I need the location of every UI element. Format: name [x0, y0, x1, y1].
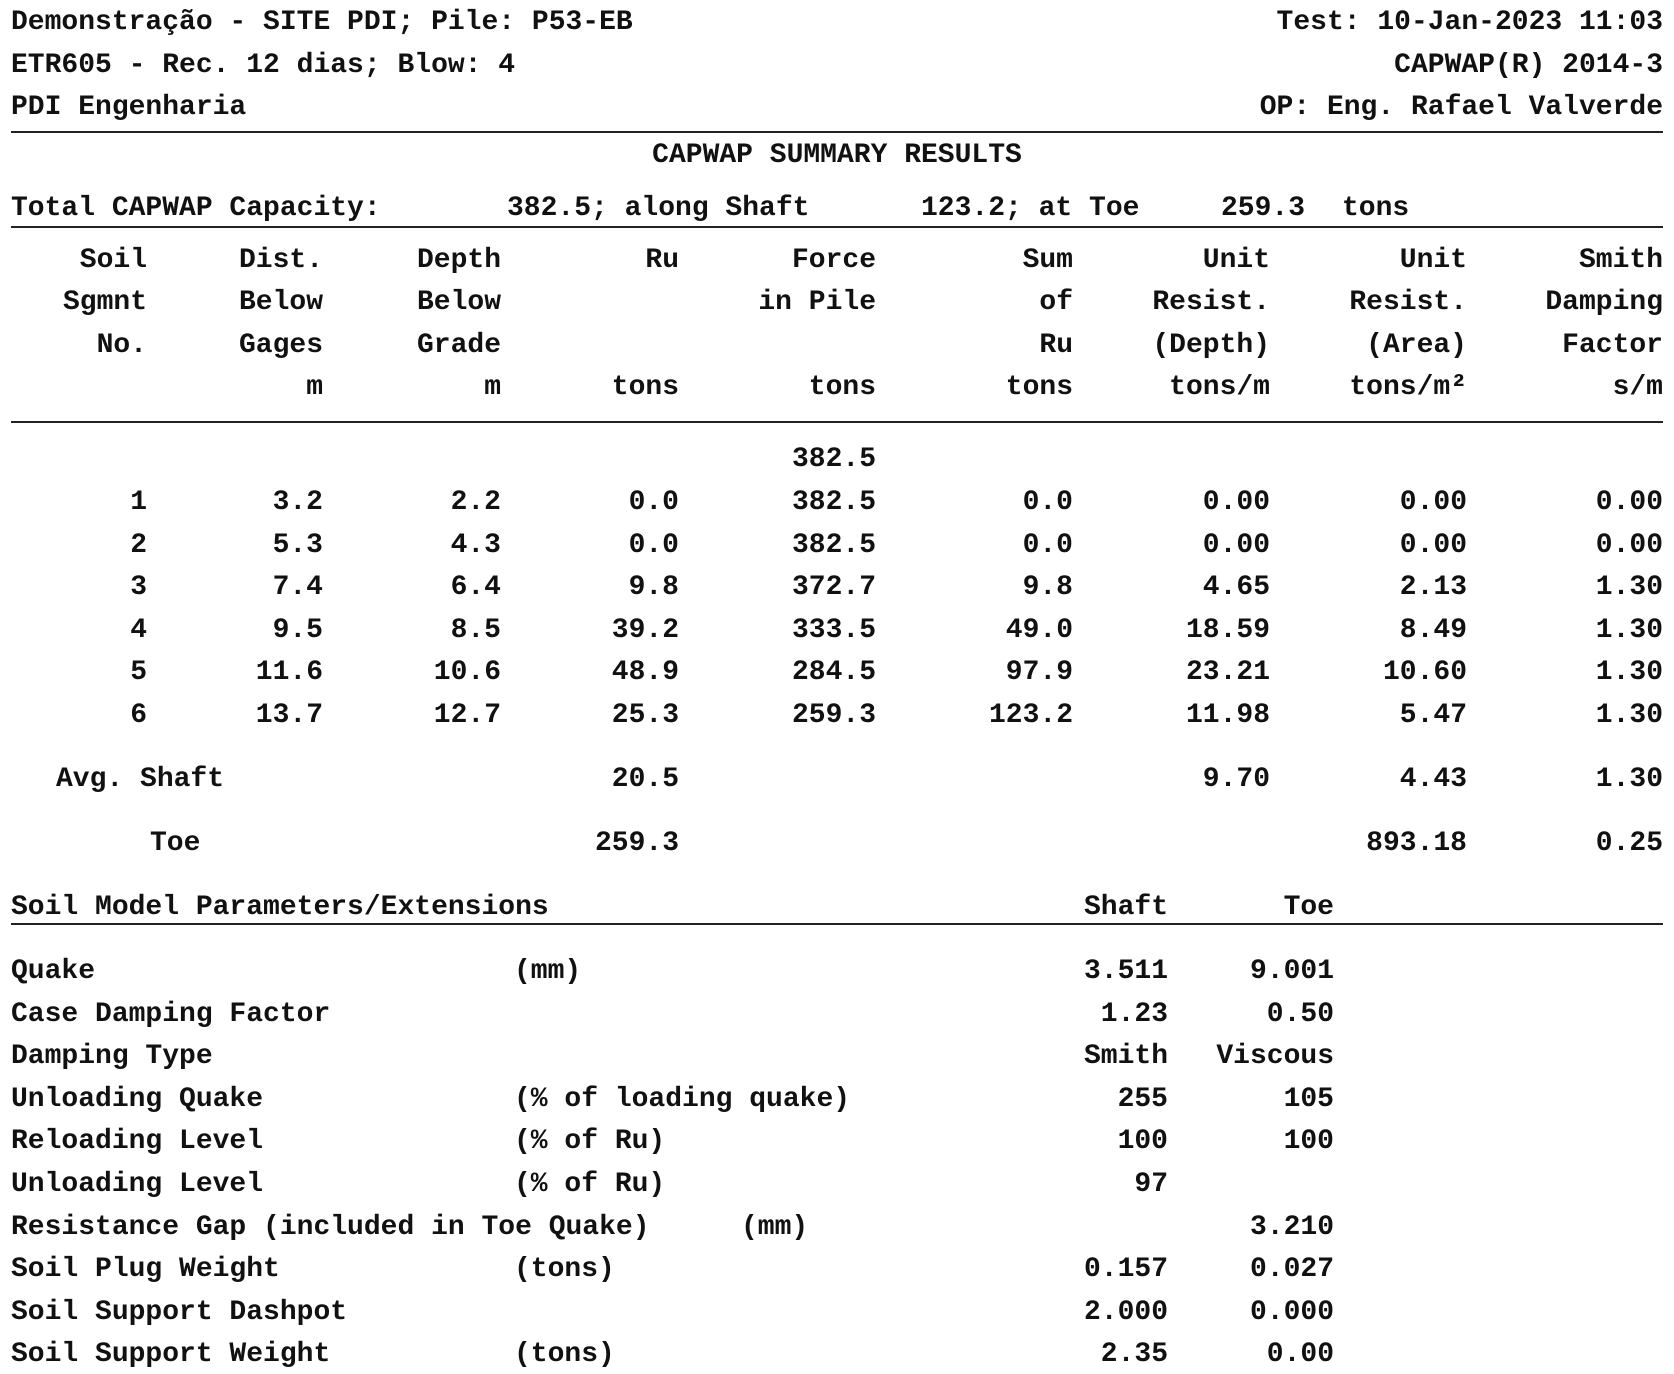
column-header-depth-below-grade: Grade	[416, 330, 501, 361]
cell-smith-damping-factor: 0.00	[1595, 530, 1663, 561]
header-right-line: Test: 10-Jan-2023 11:03	[1276, 7, 1663, 38]
cell-unit-resist-area: 5.47	[1399, 700, 1467, 731]
header-divider	[11, 131, 1663, 133]
soil-param-toe-value: 105	[1283, 1084, 1334, 1115]
column-header-segment-no: No.	[96, 330, 147, 361]
cell-force-in-pile: 284.5	[791, 657, 876, 688]
table-header-divider	[11, 421, 1663, 423]
soil-param-unit: (tons)	[514, 1254, 615, 1285]
soil-param-label: Reloading Level	[11, 1126, 264, 1157]
column-header-smith-damping-factor: Factor	[1562, 330, 1663, 361]
cell-force-in-pile: 333.5	[791, 615, 876, 646]
soil-param-toe-value: 0.50	[1266, 999, 1334, 1030]
cell-ru: 25.3	[611, 700, 679, 731]
cell-ru: 0.0	[628, 530, 679, 561]
cell-dist-below-gages: 7.4	[272, 572, 323, 603]
soil-param-shaft-value: 1.23	[1100, 999, 1168, 1030]
soil-param-shaft-value: 100	[1117, 1126, 1168, 1157]
column-header-unit-resist-area: Resist.	[1349, 287, 1467, 318]
column-header-smith-damping-factor: Smith	[1578, 245, 1663, 276]
soil-param-unit: (mm)	[741, 1212, 809, 1243]
column-header-sum-of-ru: Ru	[1039, 330, 1073, 361]
toe-label: ; at Toe	[1005, 193, 1140, 224]
toe-capacity-value: 259.3	[1220, 193, 1305, 224]
toe-row-label: Toe	[150, 828, 201, 859]
capacity-divider	[11, 226, 1663, 228]
avg-shaft-ru: 20.5	[611, 764, 679, 795]
cell-force-in-pile: 382.5	[791, 530, 876, 561]
column-header-dist-below-gages: Dist.	[238, 245, 323, 276]
capacity-unit: tons	[1342, 193, 1410, 224]
soil-param-toe-value: 9.001	[1249, 956, 1334, 987]
cell-segment-no: 3	[130, 572, 147, 603]
cell-unit-resist-depth: 4.65	[1202, 572, 1270, 603]
cell-ru: 48.9	[611, 657, 679, 688]
cell-unit-resist-depth: 18.59	[1185, 615, 1270, 646]
soil-param-label: Case Damping Factor	[11, 999, 331, 1030]
cell-unit-resist-depth: 23.21	[1185, 657, 1270, 688]
soil-param-shaft-value: Smith	[1083, 1041, 1168, 1072]
cell-depth-below-grade: 10.6	[433, 657, 501, 688]
soil-param-label: Soil Support Weight	[11, 1339, 331, 1370]
cell-sum-of-ru: 0.0	[1022, 487, 1073, 518]
soil-param-label: Quake	[11, 956, 96, 987]
soil-param-unit: (tons)	[514, 1339, 615, 1370]
cell-smith-damping-factor: 1.30	[1595, 657, 1663, 688]
cell-dist-below-gages: 3.2	[272, 487, 323, 518]
column-header-sum-of-ru: Sum	[1022, 245, 1073, 276]
cell-depth-below-grade: 4.3	[450, 530, 501, 561]
shaft-capacity-value: 123.2	[920, 193, 1005, 224]
soil-param-shaft-value: 0.157	[1083, 1254, 1168, 1285]
cell-sum-of-ru: 97.9	[1005, 657, 1073, 688]
column-header-unit-resist-area: (Area)	[1366, 330, 1467, 361]
soil-model-title: Soil Model Parameters/Extensions	[11, 892, 549, 923]
column-header-depth-below-grade: Depth	[416, 245, 501, 276]
column-header-depth-below-grade: Below	[416, 287, 501, 318]
soil-param-unit: (% of Ru)	[514, 1169, 666, 1200]
top-force-in-pile: 382.5	[791, 444, 876, 475]
cell-depth-below-grade: 12.7	[433, 700, 501, 731]
cell-segment-no: 1	[130, 487, 147, 518]
cell-ru: 39.2	[611, 615, 679, 646]
column-header-dist-below-gages: Below	[238, 287, 323, 318]
cell-unit-resist-area: 0.00	[1399, 530, 1467, 561]
cell-depth-below-grade: 6.4	[450, 572, 501, 603]
column-header-sum-of-ru: tons	[1005, 372, 1073, 403]
column-header-force-in-pile: in Pile	[758, 287, 876, 318]
column-header-unit-resist-area: Unit	[1399, 245, 1467, 276]
cell-dist-below-gages: 11.6	[255, 657, 323, 688]
column-header-force-in-pile: tons	[808, 372, 876, 403]
soil-param-label: Resistance Gap (included in Toe Quake)	[11, 1212, 650, 1243]
cell-ru: 9.8	[628, 572, 679, 603]
toe-column-header: Toe	[1283, 892, 1334, 923]
cell-force-in-pile: 259.3	[791, 700, 876, 731]
cell-dist-below-gages: 5.3	[272, 530, 323, 561]
cell-smith-damping-factor: 0.00	[1595, 487, 1663, 518]
column-header-depth-below-grade: m	[484, 372, 501, 403]
cell-depth-below-grade: 8.5	[450, 615, 501, 646]
column-header-unit-resist-area: tons/m²	[1349, 372, 1467, 403]
cell-sum-of-ru: 49.0	[1005, 615, 1073, 646]
avg-shaft-damping: 1.30	[1595, 764, 1663, 795]
toe-unit-area: 893.18	[1366, 828, 1467, 859]
soil-param-toe-value: 0.027	[1249, 1254, 1334, 1285]
cell-sum-of-ru: 0.0	[1022, 530, 1073, 561]
soil-param-toe-value: 100	[1283, 1126, 1334, 1157]
cell-unit-resist-depth: 11.98	[1185, 700, 1270, 731]
column-header-force-in-pile: Force	[791, 245, 876, 276]
column-header-dist-below-gages: m	[306, 372, 323, 403]
header-left-line: Demonstração - SITE PDI; Pile: P53-EB	[11, 7, 633, 38]
cell-smith-damping-factor: 1.30	[1595, 700, 1663, 731]
column-header-smith-damping-factor: s/m	[1612, 372, 1663, 403]
column-header-segment-no: Sgmnt	[62, 287, 147, 318]
column-header-unit-resist-depth: (Depth)	[1152, 330, 1270, 361]
cell-unit-resist-area: 2.13	[1399, 572, 1467, 603]
soil-param-shaft-value: 2.35	[1100, 1339, 1168, 1370]
cell-dist-below-gages: 13.7	[255, 700, 323, 731]
column-header-sum-of-ru: of	[1039, 287, 1073, 318]
cell-smith-damping-factor: 1.30	[1595, 615, 1663, 646]
soil-param-unit: (% of Ru)	[514, 1126, 666, 1157]
soil-param-shaft-value: 2.000	[1083, 1297, 1168, 1328]
column-header-unit-resist-depth: Unit	[1202, 245, 1270, 276]
header-left-line: ETR605 - Rec. 12 dias; Blow: 4	[11, 50, 516, 81]
cell-unit-resist-area: 10.60	[1382, 657, 1467, 688]
soil-param-label: Soil Plug Weight	[11, 1254, 280, 1285]
cell-segment-no: 4	[130, 615, 147, 646]
cell-unit-resist-area: 8.49	[1399, 615, 1467, 646]
cell-segment-no: 6	[130, 700, 147, 731]
avg-shaft-label: Avg. Shaft	[56, 764, 225, 795]
total-capacity-value: 382.5	[506, 193, 591, 224]
soil-param-label: Soil Support Dashpot	[11, 1297, 348, 1328]
cell-unit-resist-depth: 0.00	[1202, 530, 1270, 561]
header-left-line: PDI Engenharia	[11, 92, 247, 123]
avg-shaft-unit-area: 4.43	[1399, 764, 1467, 795]
shaft-column-header: Shaft	[1083, 892, 1168, 923]
header-right-line: CAPWAP(R) 2014-3	[1394, 50, 1663, 81]
column-header-unit-resist-depth: Resist.	[1152, 287, 1270, 318]
cell-segment-no: 2	[130, 530, 147, 561]
column-header-smith-damping-factor: Damping	[1545, 287, 1663, 318]
soil-param-label: Unloading Quake	[11, 1084, 264, 1115]
shaft-label: ; along Shaft	[591, 193, 810, 224]
cell-force-in-pile: 382.5	[791, 487, 876, 518]
soil-param-toe-value: 3.210	[1249, 1212, 1334, 1243]
avg-shaft-unit-depth: 9.70	[1202, 764, 1270, 795]
summary-title: CAPWAP SUMMARY RESULTS	[652, 140, 1022, 171]
soil-model-divider	[11, 923, 1663, 925]
soil-param-toe-value: Viscous	[1216, 1041, 1334, 1072]
cell-dist-below-gages: 9.5	[272, 615, 323, 646]
column-header-unit-resist-depth: tons/m	[1169, 372, 1270, 403]
soil-param-unit: (mm)	[514, 956, 582, 987]
capacity-label: Total CAPWAP Capacity:	[11, 193, 381, 224]
cell-unit-resist-area: 0.00	[1399, 487, 1467, 518]
soil-param-label: Unloading Level	[11, 1169, 264, 1200]
cell-ru: 0.0	[628, 487, 679, 518]
soil-param-unit: (% of loading quake)	[514, 1084, 851, 1115]
header-right-line: OP: Eng. Rafael Valverde	[1259, 92, 1663, 123]
column-header-ru: tons	[611, 372, 679, 403]
soil-param-toe-value: 0.00	[1266, 1339, 1334, 1370]
cell-unit-resist-depth: 0.00	[1202, 487, 1270, 518]
column-header-dist-below-gages: Gages	[238, 330, 323, 361]
soil-param-toe-value: 0.000	[1249, 1297, 1334, 1328]
soil-param-shaft-value: 97	[1134, 1169, 1168, 1200]
cell-force-in-pile: 372.7	[791, 572, 876, 603]
soil-param-shaft-value: 255	[1117, 1084, 1168, 1115]
soil-param-shaft-value: 3.511	[1083, 956, 1168, 987]
soil-param-label: Damping Type	[11, 1041, 213, 1072]
cell-smith-damping-factor: 1.30	[1595, 572, 1663, 603]
cell-sum-of-ru: 9.8	[1022, 572, 1073, 603]
column-header-segment-no: Soil	[79, 245, 147, 276]
cell-depth-below-grade: 2.2	[450, 487, 501, 518]
toe-ru: 259.3	[594, 828, 679, 859]
column-header-ru: Ru	[645, 245, 679, 276]
toe-damping: 0.25	[1595, 828, 1663, 859]
cell-segment-no: 5	[130, 657, 147, 688]
soil-param-toe-value	[1094, 1169, 1334, 1201]
cell-sum-of-ru: 123.2	[988, 700, 1073, 731]
